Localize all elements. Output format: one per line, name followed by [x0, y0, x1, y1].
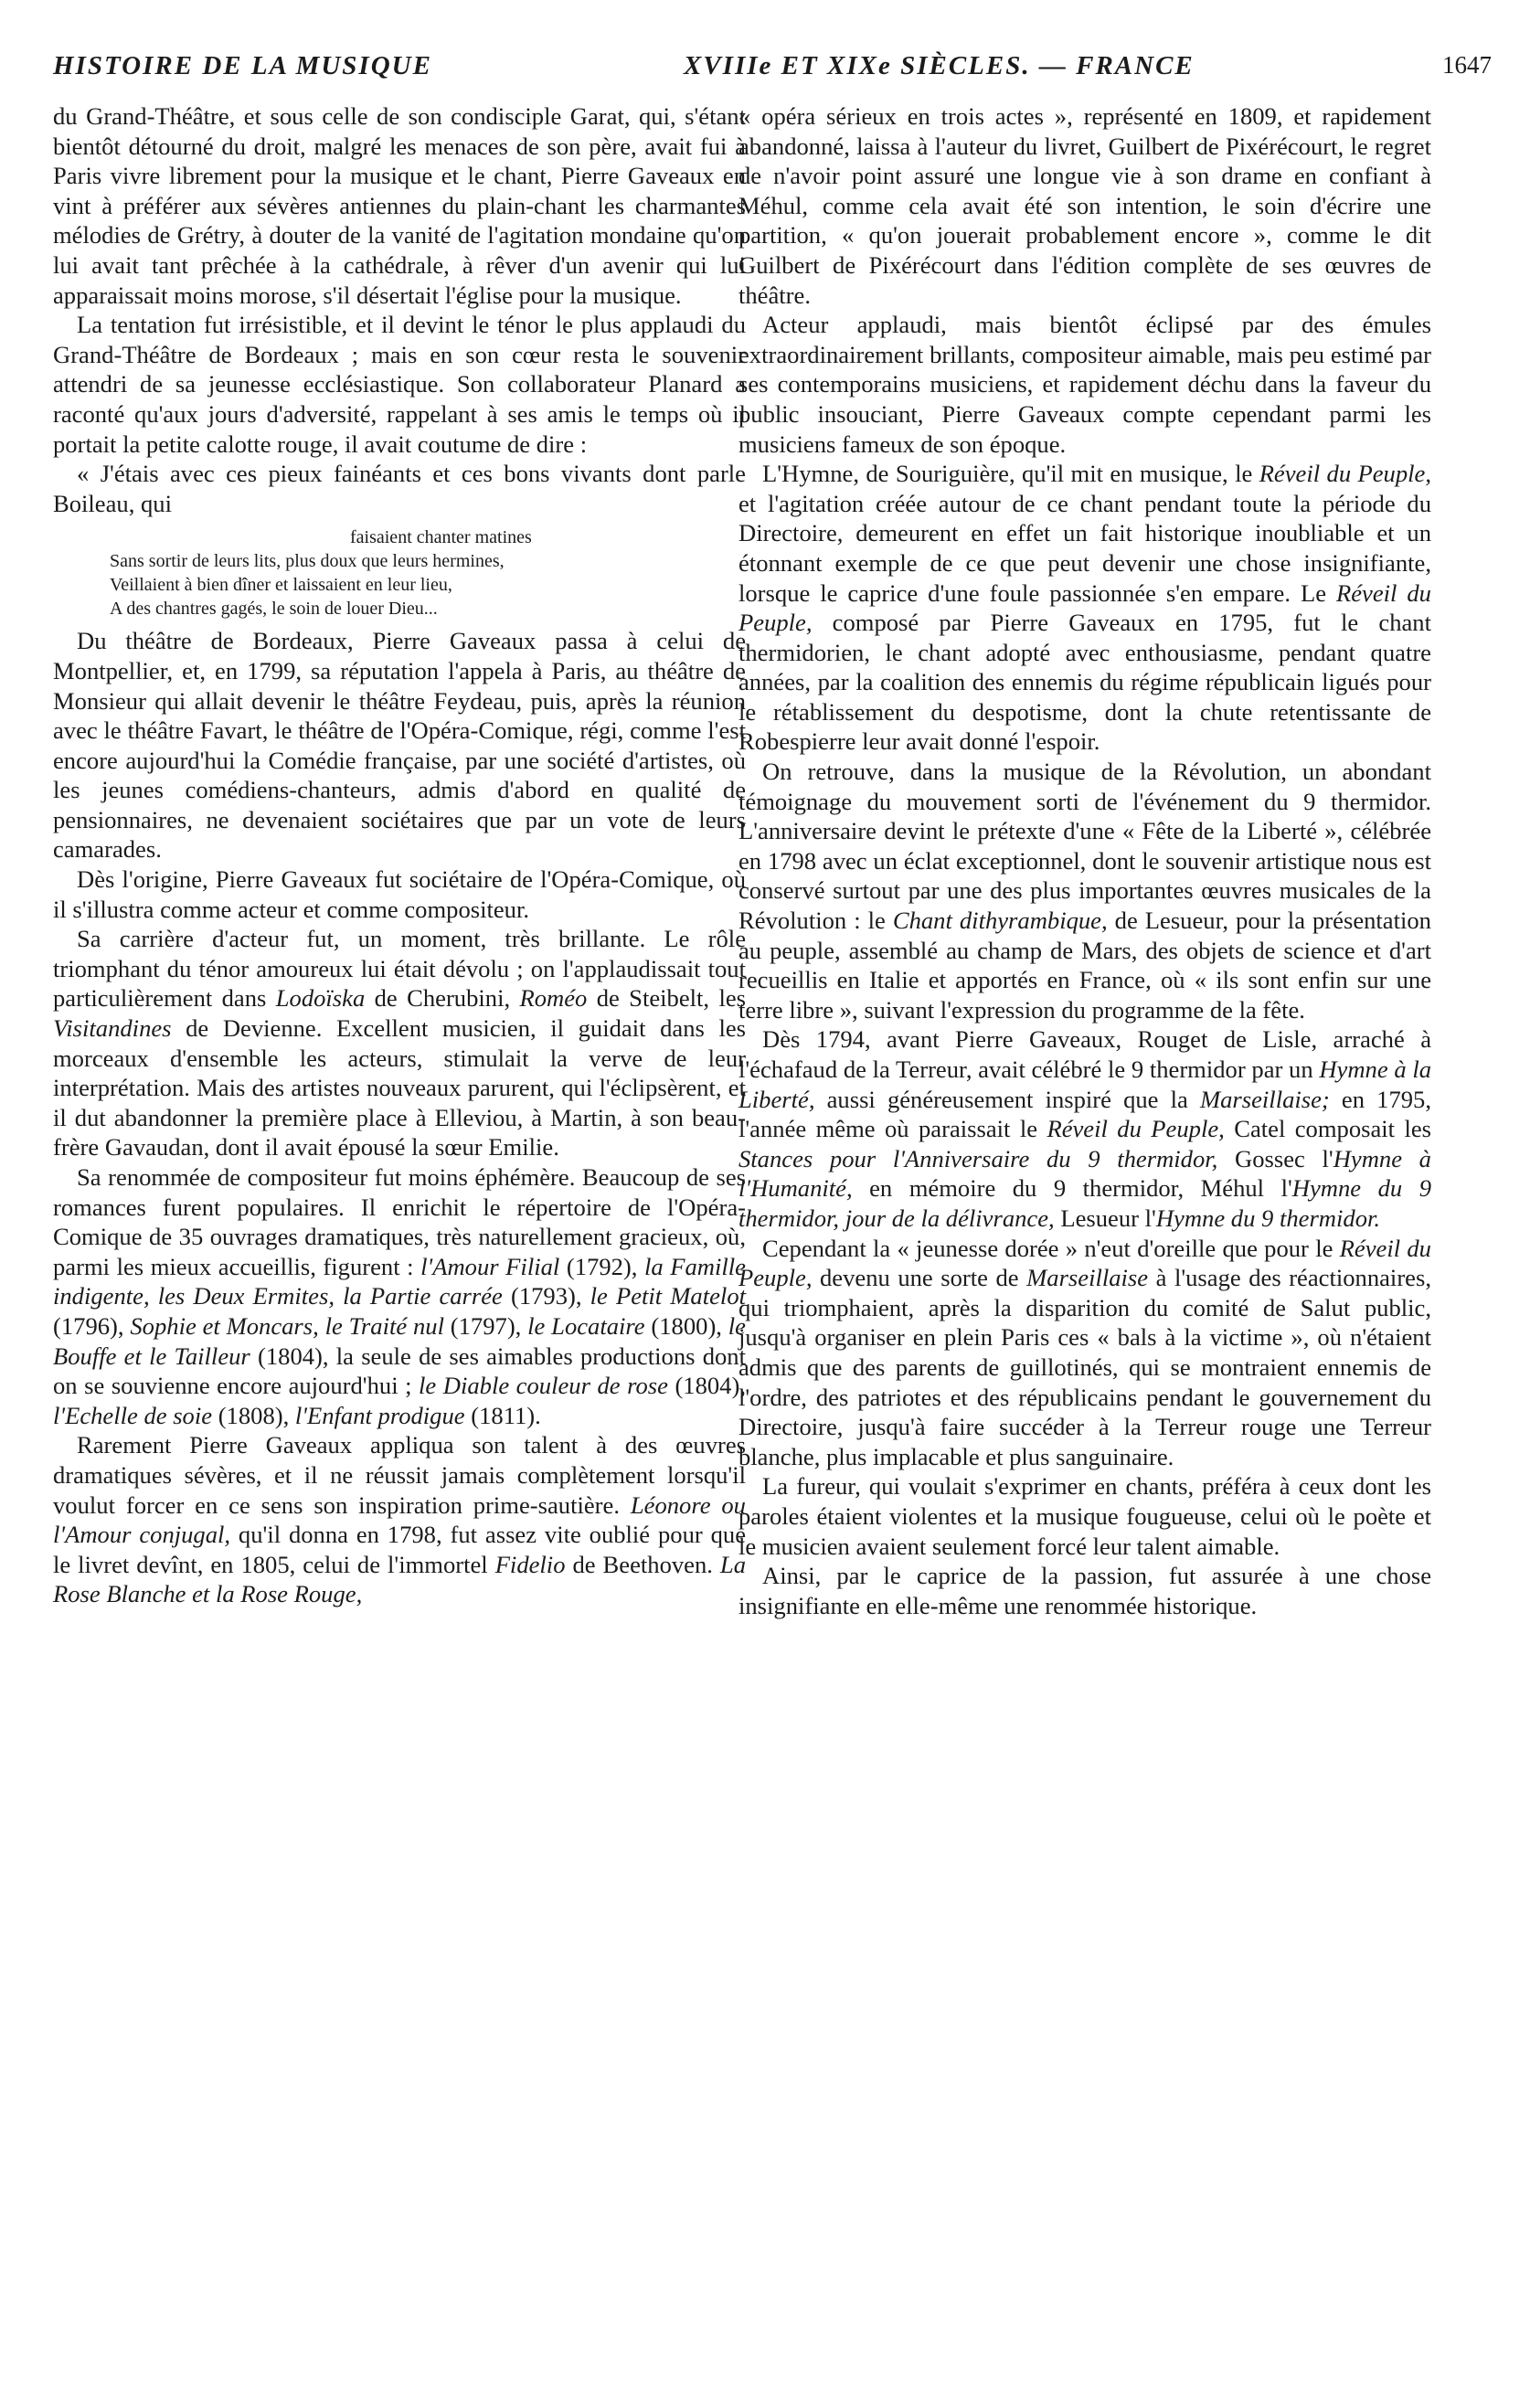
- paragraph: La fureur, qui voulait s'exprimer en chants, préféra à ceux dont les paroles étaient violentes et la musique fougueuse, celui où le poète et le musicien avaient seulement forcé leur talent aimable.: [738, 1472, 1431, 1560]
- verse-line: faisaient chanter matines: [350, 527, 532, 548]
- paragraph: Cependant la « jeunesse dorée » n'eut d'oreille que pour le Réveil du Peuple, devenu une sorte de Marseillaise à l'usage des réactionnaires, qui triomphaient, après la disparition du comité de Salut public, jusqu'à organiser en plein Paris ces « bals à la victime », où n'étaient admis que des parents de guillotinés, qui se montraient ennemis de l'ordre, des patriotes et des républicains pendant le gouvernement du Directoire, jusqu'à faire succéder à la Terreur rouge une Terreur blanche, plus implacable et plus sanguinaire.: [738, 1234, 1431, 1470]
- paragraph: « opéra sérieux en trois actes », représenté en 1809, et rapidement abandonné, laissa à l'auteur du livret, Guilbert de Pixérécourt, le regret de n'avoir point assuré une longue vie à son drame en confiant à Méhul, comme cela avait été son intention, le soin d'écrire une partition, « qu'on jouerait probablement encore », comme le dit Guilbert de Pixérécourt dans l'édition complète de ses œuvres de théâtre.: [738, 102, 1431, 309]
- paragraph: Ainsi, par le caprice de la passion, fut assurée à une chose insignifiante en elle-même une renommée historique.: [738, 1562, 1431, 1619]
- paragraph: Acteur applaudi, mais bientôt éclipsé par des émules extraordinairement brillants, compositeur aimable, mais peu estimé par ses contemporains musiciens, et rapidement déchu dans la faveur du public insouciant, Pierre Gaveaux compte cependant parmi les musiciens fameux de son époque.: [738, 311, 1431, 458]
- page-number: 1647: [1442, 51, 1492, 79]
- left-column: [53, 101, 746, 1609]
- paragraph: Rarement Pierre Gaveaux appliqua son talent à des œuvres dramatiques sévères, et il ne réussit jamais complètement lorsqu'il voulut forcer en ce sens son inspiration prime-sautière. Léonore ou l'Amour conjugal, qu'il donna en 1798, fut assez vite oublié pour que le livret devînt, en 1805, celui de l'immortel Fidelio de Beethoven. La Rose Blanche et la Rose Rouge,: [53, 1431, 747, 1608]
- verse-quote: [53, 525, 746, 621]
- paragraph: Sa renommée de compositeur fut moins éphémère. Beaucoup de ses romances furent populaires. Il enrichit le répertoire de l'Opéra-Comique de 35 ouvrages dramatiques, très naturellement gracieux, où, parmi les mieux accueillis, figurent : l'Amour Filial (1792), la Famille indigente, les Deux Ermites, la Partie carrée (1793), le Petit Matelot (1796), Sophie et Moncars, le Traité nul (1797), le Locataire (1800), le Bouffe et le Tailleur (1804), la seule de ses aimables productions dont on se souvienne encore aujourd'hui ; le Diable couleur de rose (1804), l'Echelle de soie (1808), l'Enfant prodigue (1811).: [53, 1163, 747, 1429]
- paragraph: Du théâtre de Bordeaux, Pierre Gaveaux passa à celui de Montpellier, et, en 1799, sa réputation l'appela à Paris, au théâtre de Monsieur qui allait devenir le théâtre Feydeau, puis, après la réunion avec le théâtre Favart, le théâtre de l'Opéra-Comique, régi, comme l'est encore aujourd'hui la Comédie française, par une société d'artistes, où les jeunes comédiens-chanteurs, admis d'abord en qualité de pensionnaires, ne devenaient sociétaires que par un vote de leurs camarades.: [53, 627, 746, 864]
- verse-line: A des chantres gagés, le soin de louer Dieu...: [110, 599, 438, 620]
- right-column: [738, 101, 1431, 1620]
- paragraph: L'Hymne, de Souriguière, qu'il mit en musique, le Réveil du Peuple, et l'agitation créée autour de ce chant pendant toute la période du Directoire, demeurent en effet un fait historique inoubliable et un étonnant exemple de ce que peut devenir une chose insignifiante, lorsque le caprice d'une foule passionnée s'en empare. Le Réveil du Peuple, composé par Pierre Gaveaux en 1795, fut le chant thermidorien, le chant adopté avec enthousiasme, pendant quatre années, par la coalition des ennemis du régime républicain ligués pour le rétablissement du despotisme, dont la chute retentissante de Robespierre leur avait donné l'espoir.: [738, 460, 1431, 756]
- header-section: XVIIIe ET XIXe SIÈCLES. — FRANCE: [684, 51, 1195, 80]
- paragraph: On retrouve, dans la musique de la Révolution, un abondant témoignage du mouvement sorti de l'événement du 9 thermidor. L'anniversaire devint le prétexte d'une « Fête de la Liberté », célébrée en 1798 avec un éclat exceptionnel, dont le souvenir artistique nous est conservé surtout par une des plus importantes œuvres musicales de la Révolution : le Chant dithyrambique, de Lesueur, pour la présentation au peuple, assemblé au champ de Mars, des objets de science et d'art recueillis en Italie et apportés en France, où « ils sont enfin sur une terre libre », suivant l'expression du programme de la fête.: [738, 758, 1431, 1024]
- paragraph: La tentation fut irrésistible, et il devint le ténor le plus applaudi du Grand-Théâtre de Bordeaux ; mais en son cœur resta le souvenir attendri de sa jeunesse ecclésiastique. Son collaborateur Planard a raconté qu'aux jours d'adversité, rappelant à ses amis le temps où il portait la petite calotte rouge, il avait coutume de dire :: [53, 311, 746, 458]
- paragraph: Dès 1794, avant Pierre Gaveaux, Rouget de Lisle, arraché à l'échafaud de la Terreur, avait célébré le 9 thermidor par un Hymne à la Liberté, aussi généreusement inspiré que la Marseillaise; en 1795, l'année même où paraissait le Réveil du Peuple, Catel composait les Stances pour l'Anniversaire du 9 thermidor, Gossec l'Hymne à l'Humanité, en mémoire du 9 thermidor, Méhul l'Hymne du 9 thermidor, jour de la délivrance, Lesueur l'Hymne du 9 thermidor.: [738, 1025, 1432, 1232]
- running-header: [53, 51, 1492, 88]
- paragraph: Sa carrière d'acteur fut, un moment, très brillante. Le rôle triomphant du ténor amoureux lui était dévolu ; on l'applaudissait tout particulièrement dans Lodoïska de Cherubini, Roméo de Steibelt, les Visitandines de Devienne. Excellent musicien, il guidait dans les morceaux d'ensemble les acteurs, stimulait la verve de leur interprétation. Mais des artistes nouveaux parurent, qui l'éclipsèrent, et il dut abandonner la première place à Elleviou, à Martin, à son beau-frère Gavaudan, dont il avait épousé la sœur Emilie.: [53, 925, 746, 1162]
- paragraph: du Grand-Théâtre, et sous celle de son condisciple Garat, qui, s'étant bientôt détourné du droit, malgré les menaces de son père, avait fui à Paris vivre librement pour la musique et le chant, Pierre Gaveaux en vint à préférer aux sévères antiennes du plain-chant les charmantes mélodies de Grétry, à douter de la vanité de l'agitation mondaine qu'on lui avait tant prêchée à la cathédrale, à rêver d'un avenir qui lui apparaissait moins morose, s'il désertait l'église pour la musique.: [53, 102, 746, 309]
- header-title: HISTOIRE DE LA MUSIQUE: [53, 51, 432, 80]
- verse-line: Sans sortir de leurs lits, plus doux que leurs hermines,: [110, 551, 505, 572]
- paragraph: Dès l'origine, Pierre Gaveaux fut sociétaire de l'Opéra-Comique, où il s'illustra comme acteur et comme compositeur.: [53, 865, 746, 923]
- verse-line: Veillaient à bien dîner et laissaient en leur lieu,: [110, 575, 452, 596]
- paragraph: « J'étais avec ces pieux fainéants et ces bons vivants dont parle Boileau, qui: [53, 460, 746, 517]
